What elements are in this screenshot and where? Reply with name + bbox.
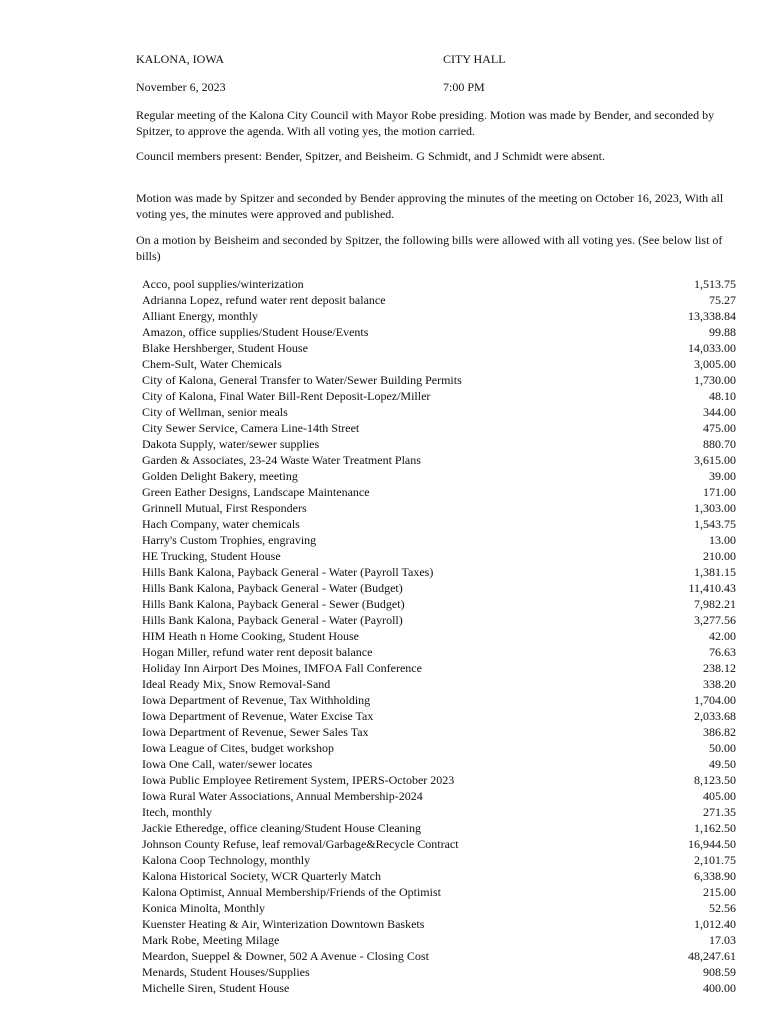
bill-payee: Itech, monthly — [142, 805, 212, 819]
bill-row — [142, 596, 736, 612]
bill-row — [142, 548, 736, 564]
bill-payee: HIM Heath n Home Cooking, Student House — [142, 629, 359, 643]
bill-row — [142, 404, 736, 420]
bill-amount: 3,005.00 — [694, 357, 736, 371]
bill-amount: 2,033.68 — [694, 709, 736, 723]
meeting-time: 7:00 PM — [443, 80, 485, 94]
bill-row — [142, 564, 736, 580]
bill-payee: Meardon, Sueppel & Downer, 502 A Avenue - Closing Cost — [142, 949, 429, 963]
bill-row — [142, 644, 736, 660]
bills-list — [142, 276, 736, 996]
bill-payee: Kuenster Heating & Air, Winterization Downtown Baskets — [142, 917, 425, 931]
bill-row — [142, 852, 736, 868]
bill-amount: 210.00 — [703, 549, 736, 563]
bill-payee: Hills Bank Kalona, Payback General - Water (Payroll Taxes) — [142, 565, 434, 579]
bill-payee: Jackie Etheredge, office cleaning/Student House Cleaning — [142, 821, 422, 835]
bill-payee: City Sewer Service, Camera Line-14th Street — [142, 421, 360, 435]
bill-row — [142, 324, 736, 340]
bill-row — [142, 756, 736, 772]
bill-payee: Ideal Ready Mix, Snow Removal-Sand — [142, 677, 331, 691]
bill-payee: Iowa League of Cites, budget workshop — [142, 741, 334, 755]
bill-row — [142, 420, 736, 436]
bill-row — [142, 948, 736, 964]
bill-amount: 2,101.75 — [694, 853, 736, 867]
bill-payee: Hills Bank Kalona, Payback General - Water (Budget) — [142, 581, 403, 595]
bill-payee: City of Wellman, senior meals — [142, 405, 288, 419]
bill-payee: Kalona Optimist, Annual Membership/Friends of the Optimist — [142, 885, 441, 899]
bill-amount: 99.88 — [709, 325, 736, 339]
bill-payee: Iowa Department of Revenue, Sewer Sales Tax — [142, 725, 369, 739]
meeting-place: CITY HALL — [443, 52, 506, 66]
bill-payee: Iowa Rural Water Associations, Annual Membership-2024 — [142, 789, 423, 803]
bill-payee: Michelle Siren, Student House — [142, 981, 290, 995]
bill-amount: 48.10 — [709, 389, 736, 403]
bill-payee: Hach Company, water chemicals — [142, 517, 300, 531]
bill-payee: Acco, pool supplies/winterization — [142, 277, 304, 291]
bill-row — [142, 612, 736, 628]
bill-row — [142, 932, 736, 948]
bill-row — [142, 980, 736, 996]
attendance-paragraph: Council members present: Bender, Spitzer, and Beisheim. G Schmidt, and J Schmidt were absent. — [136, 149, 605, 163]
bill-row — [142, 388, 736, 404]
bill-payee: Holiday Inn Airport Des Moines, IMFOA Fall Conference — [142, 661, 422, 675]
bill-row — [142, 724, 736, 740]
agenda-paragraph: Regular meeting of the Kalona City Council with Mayor Robe presiding. Motion was made by Bender, and seconded by Spitzer, to approve the agenda. With all voting yes, the motion carried. — [136, 108, 715, 138]
bill-amount: 1,543.75 — [694, 517, 736, 531]
bill-amount: 6,338.90 — [694, 869, 736, 883]
bill-row — [142, 804, 736, 820]
bill-payee: Hogan Miller, refund water rent deposit balance — [142, 645, 373, 659]
bill-amount: 405.00 — [703, 789, 736, 803]
bill-amount: 386.82 — [703, 725, 736, 739]
city-name: KALONA, IOWA — [136, 52, 224, 66]
bill-amount: 3,277.56 — [694, 613, 736, 627]
bill-row — [142, 628, 736, 644]
bill-amount: 171.00 — [703, 485, 736, 499]
bill-row — [142, 516, 736, 532]
bill-amount: 39.00 — [709, 469, 736, 483]
bill-payee: Iowa One Call, water/sewer locates — [142, 757, 313, 771]
bill-payee: Garden & Associates, 23-24 Waste Water Treatment Plans — [142, 453, 421, 467]
bill-row — [142, 836, 736, 852]
bill-amount: 11,410.43 — [688, 581, 736, 595]
bill-payee: Golden Delight Bakery, meeting — [142, 469, 298, 483]
bill-payee: Kalona Historical Society, WCR Quarterly Match — [142, 869, 381, 883]
bill-row — [142, 372, 736, 388]
bill-row — [142, 452, 736, 468]
bill-row — [142, 532, 736, 548]
bills-paragraph: On a motion by Beisheim and seconded by Spitzer, the following bills were allowed with all voting yes. (See below list of bills) — [136, 233, 723, 263]
bill-amount: 338.20 — [703, 677, 736, 691]
bill-row — [142, 436, 736, 452]
bill-payee: Blake Hershberger, Student House — [142, 341, 308, 355]
bill-payee: Johnson County Refuse, leaf removal/Garbage&Recycle Contract — [142, 837, 459, 851]
bill-amount: 880.70 — [703, 437, 736, 451]
bill-row — [142, 356, 736, 372]
bill-payee: City of Kalona, Final Water Bill-Rent Deposit-Lopez/Miller — [142, 389, 431, 403]
bill-amount: 75.27 — [709, 293, 736, 307]
bill-amount: 215.00 — [703, 885, 736, 899]
bill-row — [142, 340, 736, 356]
bill-row — [142, 292, 736, 308]
bill-payee: Kalona Coop Technology, monthly — [142, 853, 311, 867]
bill-amount: 7,982.21 — [694, 597, 736, 611]
bill-amount: 271.35 — [703, 805, 736, 819]
bill-payee: Iowa Department of Revenue, Water Excise Tax — [142, 709, 374, 723]
bill-row — [142, 660, 736, 676]
bill-amount: 17.03 — [709, 933, 736, 947]
bill-row — [142, 740, 736, 756]
bill-amount: 42.00 — [709, 629, 736, 643]
bill-payee: Adrianna Lopez, refund water rent deposit balance — [142, 293, 386, 307]
header-row-2 — [136, 79, 736, 95]
bill-row — [142, 500, 736, 516]
bill-amount: 50.00 — [709, 741, 736, 755]
bill-amount: 1,303.00 — [694, 501, 736, 515]
bill-row — [142, 676, 736, 692]
bill-amount: 16,944.50 — [688, 837, 736, 851]
bill-payee: Konica Minolta, Monthly — [142, 901, 265, 915]
bill-payee: Alliant Energy, monthly — [142, 309, 258, 323]
bill-payee: HE Trucking, Student House — [142, 549, 281, 563]
bill-row — [142, 468, 736, 484]
bill-amount: 1,704.00 — [694, 693, 736, 707]
bill-amount: 1,381.15 — [694, 565, 736, 579]
bill-amount: 8,123.50 — [694, 773, 736, 787]
bill-row — [142, 820, 736, 836]
bill-payee: Iowa Department of Revenue, Tax Withholding — [142, 693, 371, 707]
bill-amount: 49.50 — [709, 757, 736, 771]
bill-payee: Chem-Sult, Water Chemicals — [142, 357, 282, 371]
bill-amount: 475.00 — [703, 421, 736, 435]
bill-amount: 13.00 — [709, 533, 736, 547]
bill-amount: 48,247.61 — [688, 949, 736, 963]
bill-amount: 14,033.00 — [688, 341, 736, 355]
minutes-paragraph: Motion was made by Spitzer and seconded by Bender approving the minutes of the meeting on October 16, 2023, With all voting yes, the minutes were approved and published. — [136, 191, 724, 221]
bill-amount: 76.63 — [709, 645, 736, 659]
bill-row — [142, 580, 736, 596]
bill-payee: Amazon, office supplies/Student House/Events — [142, 325, 369, 339]
bill-amount: 52.56 — [709, 901, 736, 915]
bill-row — [142, 900, 736, 916]
meeting-date: November 6, 2023 — [136, 80, 226, 94]
bill-payee: Iowa Public Employee Retirement System, IPERS-October 2023 — [142, 773, 455, 787]
bill-amount: 908.59 — [703, 965, 736, 979]
bill-row — [142, 916, 736, 932]
bill-amount: 238.12 — [703, 661, 736, 675]
bill-payee: Menards, Student Houses/Supplies — [142, 965, 310, 979]
bill-amount: 344.00 — [703, 405, 736, 419]
bill-payee: City of Kalona, General Transfer to Water/Sewer Building Permits — [142, 373, 462, 387]
bill-row — [142, 772, 736, 788]
bill-row — [142, 884, 736, 900]
bill-row — [142, 868, 736, 884]
bill-row — [142, 692, 736, 708]
bill-row — [142, 484, 736, 500]
bill-row — [142, 276, 736, 292]
bill-amount: 1,162.50 — [694, 821, 736, 835]
bill-row — [142, 708, 736, 724]
bill-payee: Hills Bank Kalona, Payback General - Sewer (Budget) — [142, 597, 405, 611]
bill-row — [142, 788, 736, 804]
bill-payee: Hills Bank Kalona, Payback General - Water (Payroll) — [142, 613, 403, 627]
bill-row — [142, 308, 736, 324]
bill-amount: 1,012.40 — [694, 917, 736, 931]
bill-payee: Grinnell Mutual, First Responders — [142, 501, 307, 515]
bill-amount: 400.00 — [703, 981, 736, 995]
header-row-1 — [136, 51, 736, 67]
bill-payee: Harry's Custom Trophies, engraving — [142, 533, 317, 547]
bill-amount: 1,730.00 — [694, 373, 736, 387]
bill-payee: Green Eather Designs, Landscape Maintenance — [142, 485, 370, 499]
bill-payee: Mark Robe, Meeting Milage — [142, 933, 280, 947]
bill-amount: 13,338.84 — [688, 309, 736, 323]
bill-amount: 3,615.00 — [694, 453, 736, 467]
bill-row — [142, 964, 736, 980]
bill-payee: Dakota Supply, water/sewer supplies — [142, 437, 320, 451]
bill-amount: 1,513.75 — [694, 277, 736, 291]
